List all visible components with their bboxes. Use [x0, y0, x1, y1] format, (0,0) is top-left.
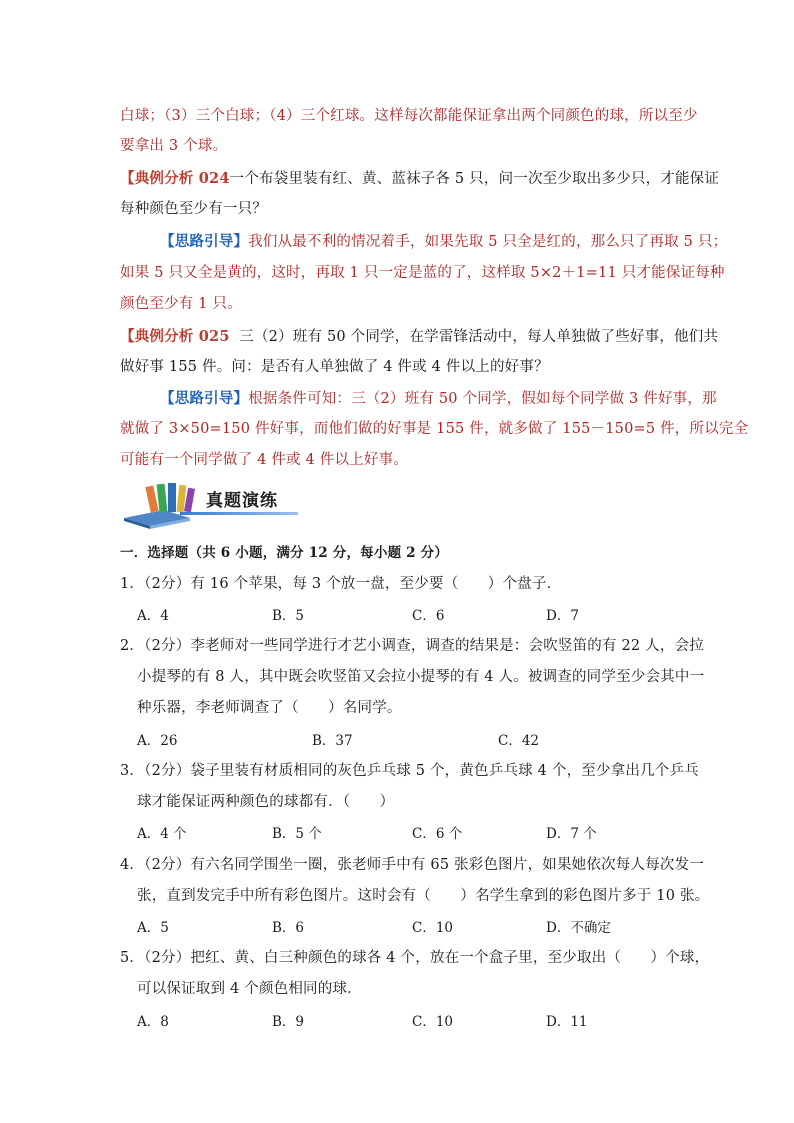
- hint-024-tag: 【思路引导】: [160, 233, 249, 250]
- question-3-option-d[interactable]: D．7 个: [546, 826, 597, 842]
- example-024-hint: [160, 230, 727, 251]
- intro-line-2: 要拿出 3 个球。: [120, 138, 228, 154]
- question-3-option-b[interactable]: B．5 个: [272, 826, 322, 842]
- hint-024-text-3: 颜色至少有 1 只。: [120, 296, 242, 312]
- question-4-option-c[interactable]: C．10: [412, 920, 454, 936]
- example-024-text-1: 一个布袋里装有红、黄、蓝袜子各 5 只，问一次至少取出多少只，才能保证: [229, 171, 720, 187]
- question-2-option-a[interactable]: A．26: [137, 733, 178, 749]
- question-1-option-a[interactable]: A．4: [137, 608, 169, 624]
- example-025-hint: [160, 387, 717, 408]
- example-025-tag: 【典例分析 025: [120, 328, 230, 345]
- example-025-text-2: 做好事 155 件。问：是否有人单独做了 4 件或 4 件以上的好事？: [120, 359, 549, 375]
- intro-line-1: 白球；（3）三个白球；（4）三个红球。这样每次都能保证拿出两个同颜色的球，所以至少: [120, 108, 698, 124]
- hint-025-text-2: 就做了 3×50=150 件好事，而他们做的好事是 155 件，就多做了 155－150=5 件，所以完全: [120, 421, 749, 437]
- question-2-option-b[interactable]: B．37: [312, 733, 353, 749]
- question-4-line-2: 张，直到发完手中所有彩色图片。这时会有（ ）名学生拿到的彩色图片多于 10 张。: [137, 888, 710, 904]
- question-3-option-c[interactable]: C．6 个: [412, 826, 463, 842]
- example-024-text-2: 每种颜色至少有一只？: [120, 201, 267, 217]
- question-5-option-a[interactable]: A．8: [137, 1014, 169, 1030]
- question-5-option-c[interactable]: C．10: [412, 1014, 454, 1030]
- question-4-option-a[interactable]: A．5: [137, 920, 169, 936]
- question-1-option-c[interactable]: C．6: [412, 608, 445, 624]
- section-banner: [120, 478, 310, 530]
- example-024: [120, 167, 719, 188]
- question-5-line-2: 可以保证取到 4 个颜色相同的球．: [137, 981, 362, 997]
- question-2-line-2: 小提琴的有 8 人，其中既会吹竖笛又会拉小提琴的有 4 人。被调查的同学至少会其中一: [137, 669, 705, 685]
- hint-025-text-3: 可能有一个同学做了 4 件或 4 件以上好事。: [120, 452, 408, 468]
- example-025: [120, 325, 718, 346]
- question-4-line-1: 4．（2分）有六名同学围坐一圈，张老师手中有 65 张彩色图片，如果她依次每人每次发一: [120, 857, 704, 873]
- example-024-tag: 【典例分析 024: [120, 170, 230, 187]
- question-5-option-b[interactable]: B．9: [272, 1014, 305, 1030]
- hint-024-text-1: 我们从最不利的情况着手，如果先取 5 只全是红的，那么只了再取 5 只；: [248, 234, 728, 250]
- question-2-option-c[interactable]: C．42: [498, 733, 540, 749]
- section-heading: 一．选择题（共 6 小题，满分 12 分，每小题 2 分）: [120, 545, 449, 561]
- section-banner-underline: [180, 512, 298, 515]
- hint-025-tag: 【思路引导】: [160, 390, 249, 407]
- question-2-line-1: 2．（2分）李老师对一些同学进行才艺小调查，调查的结果是：会吹竖笛的有 22 人，会拉: [120, 638, 704, 654]
- question-1-option-b[interactable]: B．5: [272, 608, 305, 624]
- hint-025-text-1: 根据条件可知：三（2）班有 50 个同学，假如每个同学做 3 件好事，那: [248, 391, 717, 407]
- question-1-option-d[interactable]: D．7: [546, 608, 579, 624]
- question-4-option-b[interactable]: B．6: [272, 920, 305, 936]
- question-4-option-d[interactable]: D．不确定: [546, 920, 611, 936]
- hint-024-text-2: 如果 5 只又全是黄的，这时，再取 1 只一定是蓝的了，这样取 5×2＋1=11 只才能保证每种: [120, 265, 725, 281]
- question-3-line-2: 球才能保证两种颜色的球都有．（ ）: [137, 794, 395, 810]
- question-3-line-1: 3．（2分）袋子里装有材质相同的灰色乒乓球 5 个，黄色乒乓球 4 个，至少拿出几个乒乓: [120, 763, 699, 779]
- question-5-line-1: 5．（2分）把红、黄、白三种颜色的球各 4 个，放在一个盒子里，至少取出（ ）个球，: [120, 950, 710, 966]
- question-2-line-3: 种乐器，李老师调查了（ ）名同学。: [137, 700, 402, 716]
- books-icon: [120, 478, 210, 530]
- section-banner-title: 真题演练: [206, 491, 278, 511]
- question-5-option-d[interactable]: D．11: [546, 1014, 588, 1030]
- question-1-line-1: 1．（2分）有 16 个苹果，每 3 个放一盘，至少要（ ）个盘子．: [120, 576, 562, 592]
- question-3-option-a[interactable]: A．4 个: [137, 826, 187, 842]
- example-025-text-1: 三（2）班有 50 个同学，在学雷锋活动中，每人单独做了些好事，他们共: [239, 329, 719, 345]
